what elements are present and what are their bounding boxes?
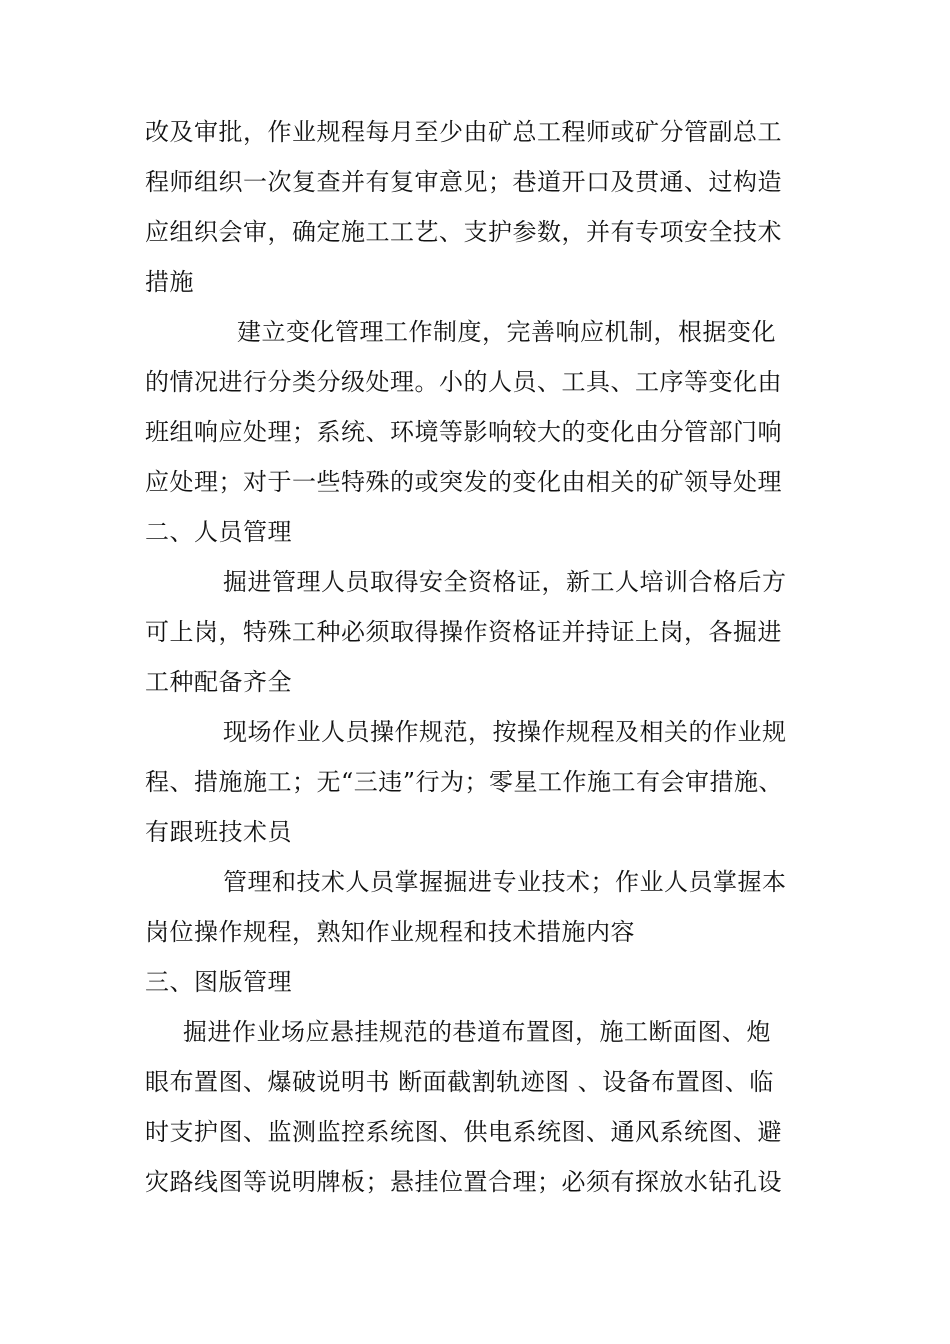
document-body — [145, 107, 809, 1207]
text-line: 灾路线图等说明牌板；悬挂位置合理；必须有探放水钻孔设 — [145, 1168, 782, 1196]
text-line: 改及审批，作业规程每月至少由矿总工程师或矿分管副总工 — [145, 118, 782, 146]
paragraph-start-line: 掘进作业场应悬挂规范的巷道布置图，施工断面图、炮 — [183, 1018, 771, 1046]
text-line: 眼布置图、爆破说明书 断面截割轨迹图 、设备布置图、临 — [145, 1068, 774, 1096]
text-line: 的情况进行分类分级处理。小的人员、工具、工序等变化由 — [145, 368, 782, 396]
paragraph-start-line: 管理和技术人员掌握掘进专业技术；作业人员掌握本 — [223, 868, 787, 896]
text-line: 应处理；对于一些特殊的或突发的变化由相关的矿领导处理 — [145, 468, 782, 496]
text-line: 有跟班技术员 — [145, 818, 292, 846]
section-heading-personnel: 二、人员管理 — [145, 518, 292, 546]
section-heading-boards: 三、图版管理 — [145, 968, 292, 996]
text-line: 时支护图、监测监控系统图、供电系统图、通风系统图、避 — [145, 1118, 782, 1146]
paragraph-start-line: 掘进管理人员取得安全资格证，新工人培训合格后方 — [223, 568, 787, 596]
text-line: 程师组织一次复查并有复审意见；巷道开口及贯通、过构造 — [145, 168, 782, 196]
text-line: 可上岗，特殊工种必须取得操作资格证并持证上岗，各掘进 — [145, 618, 782, 646]
paragraph-start-line: 现场作业人员操作规范，按操作规程及相关的作业规 — [223, 718, 787, 746]
text-line: 应组织会审，确定施工工艺、支护参数，并有专项安全技术 — [145, 218, 782, 246]
text-line: 班组响应处理；系统、环境等影响较大的变化由分管部门响 — [145, 418, 782, 446]
text-line: 工种配备齐全 — [145, 668, 292, 696]
text-line: 程、措施施工；无“三违”行为；零星工作施工有会审措施、 — [145, 768, 784, 796]
text-line: 措施 — [145, 268, 194, 296]
text-line: 岗位操作规程，熟知作业规程和技术措施内容 — [145, 918, 635, 946]
paragraph-start-line: 建立变化管理工作制度，完善响应机制，根据变化 — [237, 318, 776, 346]
